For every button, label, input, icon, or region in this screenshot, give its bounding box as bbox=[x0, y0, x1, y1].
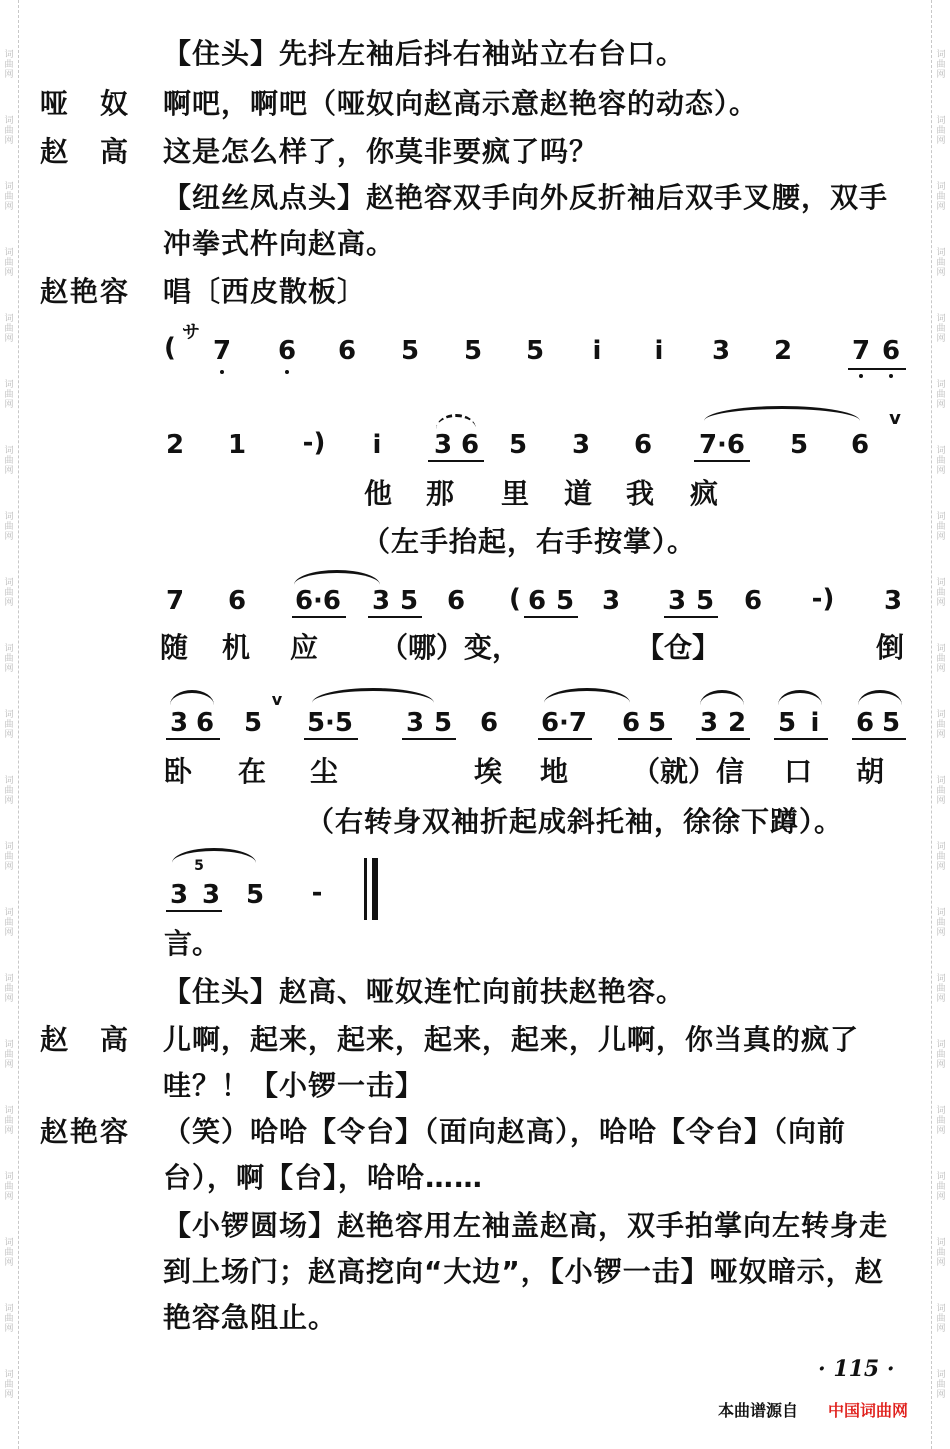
note: 3 bbox=[371, 586, 391, 616]
left-watermark-strip bbox=[0, 0, 19, 1449]
watermark-text: 词 曲 网 bbox=[936, 380, 946, 410]
note: 3 bbox=[433, 430, 453, 460]
dialogue-zhaoyanrong-b: 台），啊【台】，哈哈…… bbox=[163, 1161, 484, 1194]
lyric: 胡 bbox=[856, 755, 885, 788]
underline bbox=[292, 616, 346, 618]
note: 6 bbox=[195, 708, 215, 738]
watermark-text: 词 曲 网 bbox=[4, 1106, 14, 1136]
dialogue-yanu: 啊吧，啊吧（哑奴向赵高示意赵艳容的动态）。 bbox=[163, 87, 759, 120]
dialogue-zhaoyanrong-a: （笑）哈哈【令台】（面向赵高），哈哈【令台】（向前 bbox=[163, 1115, 847, 1148]
low-dot bbox=[889, 374, 893, 378]
note: 6 bbox=[855, 708, 875, 738]
note: 3 bbox=[699, 708, 719, 738]
watermark-text: 词 曲 网 bbox=[936, 248, 946, 278]
dialogue-zhaogao-2b: 哇？！【小锣一击】 bbox=[163, 1069, 425, 1102]
note: -) bbox=[811, 584, 835, 614]
note: 6 bbox=[479, 708, 499, 738]
lyric: 埃 bbox=[474, 755, 503, 788]
stage-direction-1: 【住头】先抖左袖后抖右袖站立右台口。 bbox=[163, 37, 686, 70]
note: 2 bbox=[773, 336, 793, 366]
watermark-text: 词 曲 网 bbox=[936, 50, 946, 80]
watermark-text: 词 曲 网 bbox=[936, 1238, 946, 1268]
watermark-text: 词 曲 网 bbox=[936, 842, 946, 872]
slur bbox=[544, 688, 630, 703]
note: 6·7 bbox=[540, 708, 588, 738]
watermark-text: 词 曲 网 bbox=[4, 380, 14, 410]
watermark-text: 词 曲 网 bbox=[936, 578, 946, 608]
bar-line-thin bbox=[364, 858, 367, 920]
watermark-text: 词 曲 网 bbox=[936, 116, 946, 146]
underline bbox=[402, 738, 456, 740]
lyric: （哪）变， bbox=[380, 631, 521, 664]
watermark-text: 词 曲 网 bbox=[4, 116, 14, 146]
stage-direction-4b: 到上场门；赵高挖向“大边”，【小锣一击】哑奴暗示，赵 bbox=[163, 1255, 884, 1288]
note: 6 bbox=[277, 336, 297, 366]
stage-direction-2b: 冲拳式杵向赵高。 bbox=[163, 227, 396, 260]
note: i bbox=[654, 336, 664, 366]
underline bbox=[428, 460, 484, 462]
note: 5 bbox=[695, 586, 715, 616]
note: 6 bbox=[633, 430, 653, 460]
underline bbox=[848, 368, 906, 370]
low-dot bbox=[285, 370, 289, 374]
note: 3 bbox=[201, 880, 221, 910]
note: i bbox=[372, 430, 382, 460]
lyric: （就）信 bbox=[632, 755, 745, 788]
note: 5 bbox=[463, 336, 483, 366]
watermark-text: 词 曲 网 bbox=[4, 1304, 14, 1334]
note: ( bbox=[164, 333, 176, 363]
dialogue-zhaogao: 这是怎么样了，你莫非要疯了吗？ bbox=[163, 135, 599, 168]
watermark-text: 词 曲 网 bbox=[4, 1040, 14, 1070]
note: 1 bbox=[227, 430, 247, 460]
note: 6 bbox=[743, 586, 763, 616]
note: 6 bbox=[850, 430, 870, 460]
speaker-zhaoyanrong: 赵艳容 bbox=[40, 275, 131, 308]
lyric: 随 bbox=[160, 631, 189, 664]
speaker-zhaoyanrong-2: 赵艳容 bbox=[40, 1115, 131, 1148]
underline bbox=[694, 460, 750, 462]
note: 5 bbox=[433, 708, 453, 738]
note: 2 bbox=[727, 708, 747, 738]
watermark-text: 词 曲 网 bbox=[936, 1172, 946, 1202]
action-direction-2: （右转身双袖折起成斜托袖，徐徐下蹲）。 bbox=[306, 805, 844, 838]
underline bbox=[852, 738, 906, 740]
underline bbox=[304, 738, 358, 740]
underline bbox=[166, 738, 220, 740]
lyric: 卧 bbox=[164, 755, 193, 788]
watermark-text: 词 曲 网 bbox=[4, 578, 14, 608]
low-dot bbox=[220, 370, 224, 374]
aria-heading: 唱〔西皮散板〕 bbox=[163, 275, 367, 308]
stage-direction-4c: 艳容急阻止。 bbox=[163, 1301, 338, 1334]
speaker-zhaogao: 赵 高 bbox=[40, 135, 131, 168]
watermark-text: 词 曲 网 bbox=[936, 182, 946, 212]
note: 3 bbox=[169, 708, 189, 738]
right-watermark-strip bbox=[931, 0, 950, 1449]
watermark-text: 词 曲 网 bbox=[936, 512, 946, 542]
page-number: · 115 · bbox=[818, 1356, 895, 1382]
slur bbox=[858, 690, 902, 705]
watermark-text: 词 曲 网 bbox=[936, 314, 946, 344]
note: 3 bbox=[571, 430, 591, 460]
note: 6 bbox=[460, 430, 480, 460]
watermark-text: 词 曲 网 bbox=[4, 1172, 14, 1202]
note: 3 bbox=[169, 880, 189, 910]
underline bbox=[774, 738, 828, 740]
watermark-text: 词 曲 网 bbox=[4, 50, 14, 80]
breath-mark: v bbox=[889, 408, 901, 429]
note: 6 bbox=[527, 586, 547, 616]
underline bbox=[166, 910, 222, 912]
lyric: 那 bbox=[426, 477, 455, 510]
underline bbox=[524, 616, 578, 618]
watermark-text: 词 曲 网 bbox=[936, 974, 946, 1004]
note: サ bbox=[182, 322, 200, 343]
bar-line-thick bbox=[372, 858, 378, 920]
note: 6 bbox=[881, 336, 901, 366]
lyric: 里 bbox=[501, 477, 530, 510]
watermark-text: 词 曲 网 bbox=[4, 908, 14, 938]
lyric: 在 bbox=[238, 755, 267, 788]
lyric: 言。 bbox=[164, 927, 221, 960]
note: 3 bbox=[601, 586, 621, 616]
watermark-text: 词 曲 网 bbox=[4, 842, 14, 872]
footer-site-link[interactable]: 中国词曲网 bbox=[828, 1401, 909, 1420]
action-direction-1: （左手抬起，右手按掌）。 bbox=[362, 525, 697, 558]
speaker-zhaogao-2: 赵 高 bbox=[40, 1023, 131, 1056]
watermark-text: 词 曲 网 bbox=[936, 908, 946, 938]
watermark-text: 词 曲 网 bbox=[936, 446, 946, 476]
note: 5 bbox=[400, 336, 420, 366]
dialogue-zhaogao-2a: 儿啊，起来，起来，起来，起来，儿啊，你当真的疯了 bbox=[163, 1023, 860, 1056]
note: - bbox=[311, 878, 323, 908]
note: 7 bbox=[165, 586, 185, 616]
note: 3 bbox=[883, 586, 903, 616]
note: 6·6 bbox=[294, 586, 342, 616]
note: ( bbox=[509, 584, 521, 614]
breath-mark: v bbox=[271, 690, 283, 709]
note: 5 bbox=[508, 430, 528, 460]
note: 3 bbox=[405, 708, 425, 738]
note: 3 bbox=[667, 586, 687, 616]
lyric: 他 bbox=[364, 477, 393, 510]
underline bbox=[538, 738, 592, 740]
grace-note: 5 bbox=[194, 858, 204, 874]
watermark-text: 词 曲 网 bbox=[4, 314, 14, 344]
lyric: 地 bbox=[540, 755, 569, 788]
lyric: 口 bbox=[784, 755, 813, 788]
note: 5·5 bbox=[306, 708, 354, 738]
watermark-text: 词 曲 网 bbox=[936, 776, 946, 806]
lyric: 道 bbox=[564, 477, 593, 510]
lyric: 尘 bbox=[310, 755, 339, 788]
watermark-text: 词 曲 网 bbox=[4, 182, 14, 212]
low-dot bbox=[859, 374, 863, 378]
note: 5 bbox=[555, 586, 575, 616]
note: 7 bbox=[212, 336, 232, 366]
note: 2 bbox=[165, 430, 185, 460]
slur bbox=[704, 406, 860, 421]
note: 7·6 bbox=[698, 430, 746, 460]
footer-source-label: 本曲谱源自 bbox=[718, 1401, 799, 1420]
note: 5 bbox=[243, 708, 263, 738]
note: 5 bbox=[245, 880, 265, 910]
note: 6 bbox=[337, 336, 357, 366]
note: 6 bbox=[621, 708, 641, 738]
watermark-text: 词 曲 网 bbox=[4, 512, 14, 542]
stage-direction-3: 【住头】赵高、哑奴连忙向前扶赵艳容。 bbox=[163, 975, 686, 1008]
watermark-text: 词 曲 网 bbox=[4, 446, 14, 476]
watermark-text: 词 曲 网 bbox=[4, 1370, 14, 1400]
note: 7 bbox=[851, 336, 871, 366]
watermark-text: 词 曲 网 bbox=[4, 1238, 14, 1268]
watermark-text: 词 曲 网 bbox=[936, 1040, 946, 1070]
note: 5 bbox=[881, 708, 901, 738]
watermark-text: 词 曲 网 bbox=[936, 1106, 946, 1136]
note: 5 bbox=[777, 708, 797, 738]
underline bbox=[618, 738, 672, 740]
note: 5 bbox=[647, 708, 667, 738]
lyric: 我 bbox=[626, 477, 655, 510]
underline bbox=[696, 738, 750, 740]
underline bbox=[664, 616, 718, 618]
watermark-text: 词 曲 网 bbox=[4, 710, 14, 740]
slur bbox=[436, 414, 476, 429]
speaker-yanu: 哑 奴 bbox=[40, 87, 131, 120]
lyric: 【仓】 bbox=[636, 631, 721, 664]
watermark-text: 词 曲 网 bbox=[4, 974, 14, 1004]
slur bbox=[170, 690, 214, 705]
note: 5 bbox=[399, 586, 419, 616]
note: -) bbox=[302, 428, 326, 458]
watermark-text: 词 曲 网 bbox=[4, 776, 14, 806]
lyric: 应 bbox=[290, 631, 319, 664]
watermark-text: 词 曲 网 bbox=[936, 1304, 946, 1334]
note: i bbox=[592, 336, 602, 366]
lyric: 机 bbox=[222, 631, 251, 664]
note: 6 bbox=[446, 586, 466, 616]
note: i bbox=[810, 708, 820, 738]
note: 3 bbox=[711, 336, 731, 366]
underline bbox=[368, 616, 422, 618]
watermark-text: 词 曲 网 bbox=[936, 1370, 946, 1400]
watermark-text: 词 曲 网 bbox=[4, 248, 14, 278]
stage-direction-4a: 【小锣圆场】赵艳容用左袖盖赵高，双手拍掌向左转身走 bbox=[163, 1209, 889, 1242]
watermark-text: 词 曲 网 bbox=[4, 644, 14, 674]
slur bbox=[700, 690, 744, 705]
slur bbox=[778, 690, 822, 705]
stage-direction-2a: 【纽丝凤点头】赵艳容双手向外反折袖后双手叉腰，双手 bbox=[163, 181, 889, 214]
slur bbox=[294, 570, 380, 585]
lyric: 倒 bbox=[876, 631, 905, 664]
slur bbox=[312, 688, 434, 703]
watermark-text: 词 曲 网 bbox=[936, 644, 946, 674]
slur bbox=[172, 848, 256, 863]
note: 5 bbox=[525, 336, 545, 366]
note: 6 bbox=[227, 586, 247, 616]
note: 5 bbox=[789, 430, 809, 460]
watermark-text: 词 曲 网 bbox=[936, 710, 946, 740]
lyric: 疯 bbox=[690, 477, 719, 510]
